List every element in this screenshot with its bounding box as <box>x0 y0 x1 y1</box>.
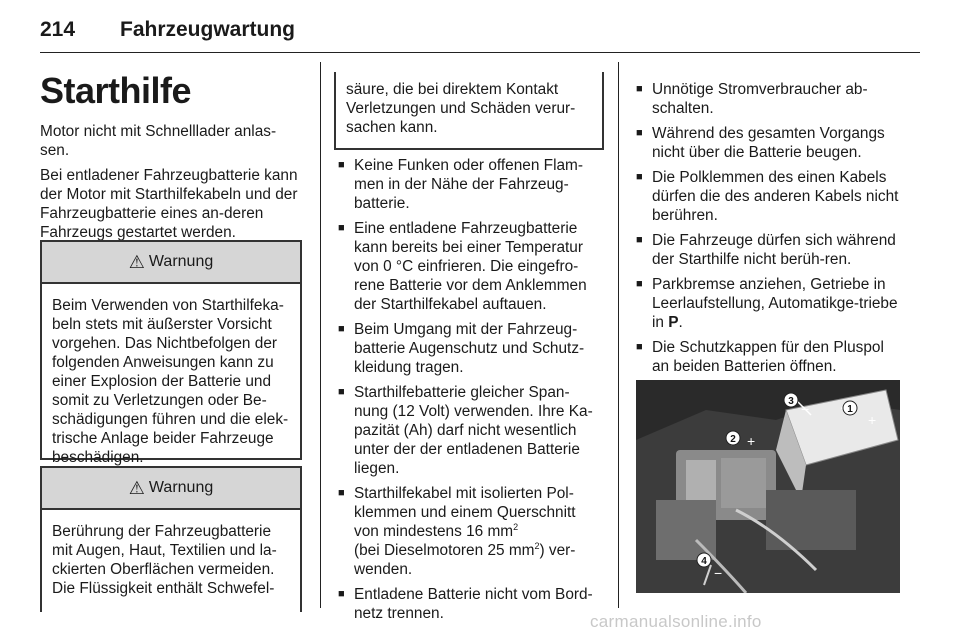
chapter-title: Fahrzeugwartung <box>120 18 296 41</box>
section-title: Starthilfe <box>40 70 192 111</box>
superscript: 2 <box>513 521 519 532</box>
cable-text-end: ) ver-wenden. <box>354 542 576 578</box>
list-item: ■ Keine Funken oder offenen Flam-men in der Nähe der Fahrzeug-batterie. <box>338 156 600 213</box>
list-item: ■ Beim Umgang mit der Fahrzeug-batterie Augenschutz und Schutz-kleidung tragen. <box>338 320 600 377</box>
warning-triangle-icon: ⚠ <box>128 477 145 498</box>
figure-label-4: 4 <box>701 556 707 567</box>
precaution-list <box>338 156 600 629</box>
minus-terminal-label: − <box>714 565 723 581</box>
header-rule <box>40 52 920 53</box>
warning-header-1 <box>42 242 300 284</box>
cable-text: Starthilfekabel mit isolierten Pol-klemmen und einem Querschnitt von mindestens 16 mm <box>354 485 576 540</box>
list-item: ■ Unnötige Stromverbraucher ab-schalten. <box>636 80 900 118</box>
gear-p-label: P <box>668 314 679 331</box>
plus-terminal-label: + <box>747 433 756 449</box>
warning-box-2 <box>40 466 302 612</box>
list-item <box>338 484 600 579</box>
figure-label-2: 2 <box>730 434 736 445</box>
superscript: 2 <box>534 540 540 551</box>
list-item: ■ Starthilfebatterie gleicher Span-nung (12 Volt) verwenden. Ihre Ka-pazität (Ah) darf nicht wesentlich unter der der entladenen Batterie liegen. <box>338 383 600 478</box>
figure-label-1: 1 <box>847 404 853 415</box>
minus-terminal-label: − <box>801 401 810 417</box>
list-item: ■ Die Fahrzeuge dürfen sich während der Starthilfe nicht berüh-ren. <box>636 231 900 269</box>
procedure-list <box>636 80 900 382</box>
list-item: ■ Eine entladene Fahrzeugbatterie kann bereits bei einer Temperatur von 0 °C einfrieren. Die eingefro-rene Batterie vor dem Anklemmen der Starthilfekabel auftauen. <box>338 219 600 314</box>
warning-title-1: Warnung <box>148 253 214 270</box>
list-item: ■ Die Polklemmen des einen Kabels dürfen die des anderen Kabels nicht berühren. <box>636 168 900 225</box>
figure-label-3: 3 <box>788 396 794 407</box>
parking-text: Parkbremse anziehen, Getriebe in Leerlaufstellung, Automatikge-triebe in <box>652 276 898 331</box>
list-item: ■ Entladene Batterie nicht vom Bord-netz trennen. <box>338 585 600 623</box>
list-item: ■ Während des gesamten Vorgangs nicht über die Batterie beugen. <box>636 124 900 162</box>
cable-text-diesel: (bei Dieselmotoren 25 mm <box>354 542 535 559</box>
list-item <box>636 275 900 332</box>
page-header <box>40 14 920 50</box>
warning-header-2 <box>42 468 300 510</box>
intro-paragraph-2: Bei entladener Fahrzeugbatterie kann der Motor mit Starthilfekabeln und der Fahrzeugbatterie eines an-deren Fahrzeugs gestartet werden. <box>40 167 298 241</box>
page-number: 214 <box>40 18 76 41</box>
column-divider-1 <box>320 62 321 608</box>
watermark: carmanualsonline.info <box>590 612 762 631</box>
warning-triangle-icon: ⚠ <box>128 251 145 272</box>
plus-terminal-label: + <box>868 412 877 428</box>
warning-box-1 <box>40 240 302 466</box>
warning-body-1: Beim Verwenden von Starthilfeka-beln stets mit äußerster Vorsicht vorgehen. Das Nichtbefolgen der folgenden Anweisungen kann zu einer Explosion der Batterie und somit zu Verletzungen oder Be-schädigungen führen und die elek-trische Anlage beider Fahrzeuge beschädigen. <box>52 297 289 466</box>
engine-bay-illustration <box>636 380 900 593</box>
warning-body-2: Berührung der Fahrzeugbatterie mit Augen, Haut, Textilien und la-ckierten Oberflächen vermeiden. Die Flüssigkeit enthält Schwefel- <box>52 523 277 597</box>
warning-title-2: Warnung <box>148 479 214 496</box>
warning-continuation: säure, die bei direktem Kontakt Verletzungen und Schäden verur-sachen kann. <box>334 72 604 150</box>
battery-figure <box>636 380 900 593</box>
parking-text-end: . <box>678 314 683 331</box>
column-divider-2 <box>618 62 619 608</box>
list-item: ■ Die Schutzkappen für den Pluspol an beiden Batterien öffnen. <box>636 338 900 376</box>
intro-paragraph-1: Motor nicht mit Schnelllader anlas-sen. <box>40 123 277 159</box>
